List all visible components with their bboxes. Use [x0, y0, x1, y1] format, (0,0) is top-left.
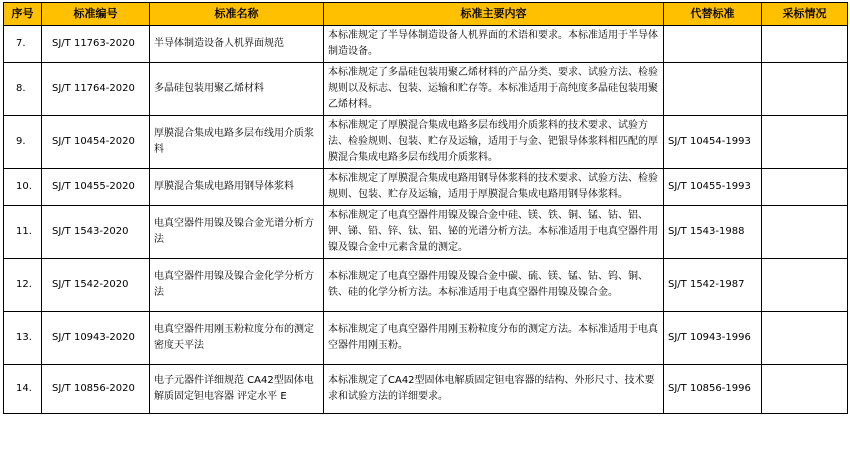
cell-content: 本标准规定了电真空器件用刚玉粉粒度分布的测定方法。本标准适用于电真空器件用刚玉粉。 [324, 312, 664, 365]
cell-name: 半导体制造设备人机界面规范 [150, 26, 324, 63]
cell-no: 14. [4, 365, 42, 414]
cell-code: SJ/T 10943-2020 [42, 312, 150, 365]
table-row [4, 63, 848, 116]
cell-adopt [762, 312, 848, 365]
cell-adopt [762, 206, 848, 259]
header-adopt: 采标情况 [762, 3, 848, 26]
cell-name: 厚膜混合集成电路用钢导体浆料 [150, 169, 324, 206]
cell-name: 电真空器件用镍及镍合金光谱分析方法 [150, 206, 324, 259]
cell-name: 厚膜混合集成电路多层布线用介质浆料 [150, 116, 324, 169]
cell-code: SJ/T 10454-2020 [42, 116, 150, 169]
header-name: 标准名称 [150, 3, 324, 26]
cell-code: SJ/T 10856-2020 [42, 365, 150, 414]
cell-code: SJ/T 11763-2020 [42, 26, 150, 63]
cell-adopt [762, 259, 848, 312]
cell-replace [664, 26, 762, 63]
cell-code: SJ/T 1542-2020 [42, 259, 150, 312]
table-row [4, 116, 848, 169]
header-replace: 代替标准 [664, 3, 762, 26]
cell-content: 本标准规定了CA42型固体电解质固定钽电容器的结构、外形尺寸、技术要求和试验方法的详细要求。 [324, 365, 664, 414]
cell-content: 本标准规定了多晶硅包装用聚乙烯材料的产品分类、要求、试验方法、检验规则以及标志、包装、运输和贮存等。本标准适用于高纯度多晶硅包装用聚乙烯材料。 [324, 63, 664, 116]
cell-code: SJ/T 11764-2020 [42, 63, 150, 116]
standards-table [3, 2, 848, 414]
table-row [4, 259, 848, 312]
cell-no: 10. [4, 169, 42, 206]
table-row [4, 26, 848, 63]
cell-adopt [762, 365, 848, 414]
header-code: 标准编号 [42, 3, 150, 26]
header-content: 标准主要内容 [324, 3, 664, 26]
cell-name: 电真空器件用镍及镍合金化学分析方法 [150, 259, 324, 312]
header-row [4, 3, 848, 26]
cell-no: 13. [4, 312, 42, 365]
cell-no: 11. [4, 206, 42, 259]
cell-replace: SJ/T 10856-1996 [664, 365, 762, 414]
cell-name: 电真空器件用刚玉粉粒度分布的测定 密度天平法 [150, 312, 324, 365]
cell-content: 本标准规定了厚膜混合集成电路用钢导体浆料的技术要求、试验方法、检验规则、包装、贮存及运输，适用于厚膜混合集成电路用钢导体浆料。 [324, 169, 664, 206]
cell-code: SJ/T 10455-2020 [42, 169, 150, 206]
cell-adopt [762, 169, 848, 206]
cell-adopt [762, 116, 848, 169]
cell-replace: SJ/T 10455-1993 [664, 169, 762, 206]
cell-name: 多晶硅包装用聚乙烯材料 [150, 63, 324, 116]
cell-content: 本标准规定了半导体制造设备人机界面的术语和要求。本标准适用于半导体制造设备。 [324, 26, 664, 63]
cell-name: 电子元器件详细规范 CA42型固体电解质固定钽电容器 评定水平 E [150, 365, 324, 414]
cell-replace: SJ/T 10943-1996 [664, 312, 762, 365]
cell-replace [664, 63, 762, 116]
cell-no: 8. [4, 63, 42, 116]
cell-no: 12. [4, 259, 42, 312]
cell-replace: SJ/T 1543-1988 [664, 206, 762, 259]
cell-code: SJ/T 1543-2020 [42, 206, 150, 259]
table-row [4, 206, 848, 259]
cell-content: 本标准规定了电真空器件用镍及镍合金中碳、硫、镁、锰、钴、钨、铜、铁、硅的化学分析方法。本标准适用于电真空器件用镍及镍合金。 [324, 259, 664, 312]
table-row [4, 365, 848, 414]
cell-no: 7. [4, 26, 42, 63]
cell-content: 本标准规定了厚膜混合集成电路多层布线用介质浆料的技术要求、试验方法、检验规则、包装、贮存及运输，适用于与金、钯银导体浆料相匹配的厚膜混合集成电路多层布线用介质浆料。 [324, 116, 664, 169]
cell-replace: SJ/T 10454-1993 [664, 116, 762, 169]
table-row [4, 169, 848, 206]
cell-no: 9. [4, 116, 42, 169]
header-no: 序号 [4, 3, 42, 26]
cell-adopt [762, 63, 848, 116]
cell-replace: SJ/T 1542-1987 [664, 259, 762, 312]
cell-content: 本标准规定了电真空器件用镍及镍合金中硅、镁、铁、铜、锰、钴、铝、钾、锑、铅、锌、钛、铝、铋的光谱分析方法。本标准适用于电真空器件用镍及镍合金中元素含量的测定。 [324, 206, 664, 259]
cell-adopt [762, 26, 848, 63]
table-row [4, 312, 848, 365]
